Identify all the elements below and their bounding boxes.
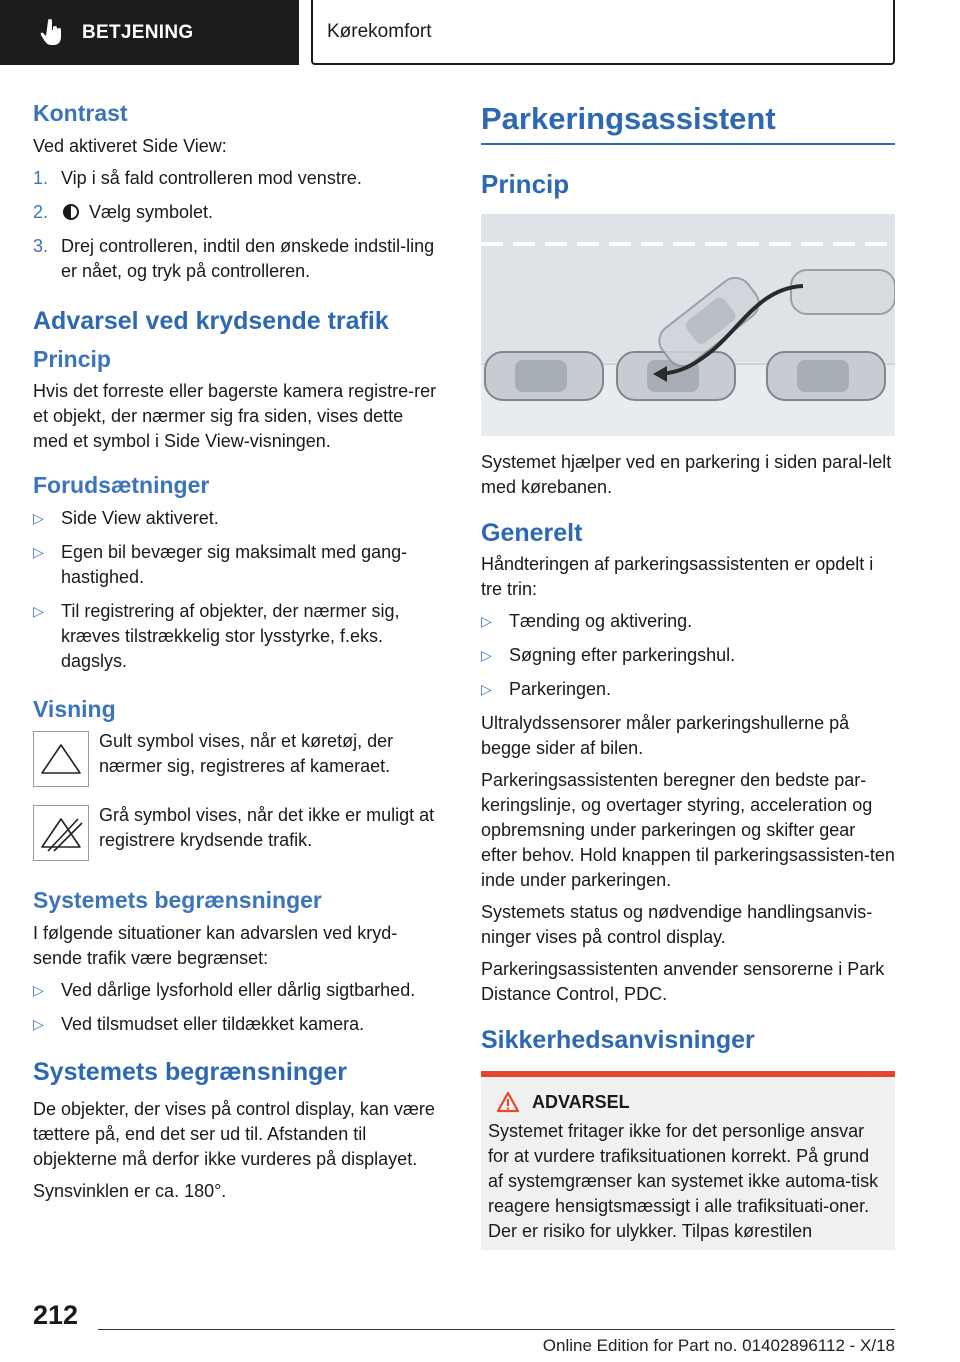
illustration-caption: Systemet hjælper ved en parkering i siden paral-lelt med kørebanen.	[481, 452, 892, 498]
section-title: BETJENING	[82, 21, 194, 43]
list-item: ▷ Søgning efter parkeringshul.	[481, 643, 895, 668]
generelt-p3: Systemets status og nødvendige handlingsanvis-ninger vises på control display.	[481, 902, 873, 948]
right-column	[481, 100, 895, 1250]
car-left-icon	[485, 352, 603, 400]
car-right-icon	[767, 352, 885, 400]
list-item: ▷ Til registrering af objekter, der nærmer sig, kræves tilstrækkelig stor lysstyrke, f.eks. dagslys.	[33, 600, 400, 671]
advarsel-heading: Advarsel ved krydsende trafik	[33, 306, 389, 335]
list-item: ▷ Parkeringen.	[481, 677, 895, 702]
princip-right-heading: Princip	[481, 169, 570, 200]
triangle-bullet-icon: ▷	[33, 981, 44, 998]
parkeringsassistent-heading: Parkeringsassistent	[481, 100, 895, 145]
begr2-text2: Synsvinklen er ca. 180°.	[33, 1180, 227, 1201]
triangle-bullet-icon: ▷	[481, 613, 492, 630]
chapter-tab	[311, 0, 895, 65]
begr1-intro: I følgende situationer kan advarslen ved kryd-sende trafik være begrænset:	[33, 922, 398, 968]
section-tab	[0, 0, 299, 65]
warning-box	[481, 1071, 895, 1250]
generelt-list	[481, 609, 895, 702]
triangle-bullet-icon: ▷	[33, 543, 44, 560]
warning-triangle-icon	[33, 731, 89, 787]
visning-heading: Visning	[33, 695, 116, 722]
footer-divider	[98, 1329, 895, 1330]
triangle-bullet-icon: ▷	[481, 647, 492, 664]
parking-illustration	[481, 214, 895, 436]
triangle-bullet-icon: ▷	[33, 509, 44, 526]
footer-edition: Online Edition for Part no. 01402896112 - X/18	[542, 1336, 895, 1355]
kontrast-heading: Kontrast	[33, 100, 128, 126]
left-column	[33, 100, 438, 1211]
princip-text: Hvis det forreste eller bagerste kamera registre-rer et objekt, der nærmer sig fra siden, vises dette med et symbol i Side View-visningen.	[33, 381, 437, 452]
generelt-intro: Håndteringen af parkeringsassistenten er opdelt i tre trin:	[481, 554, 874, 600]
kontrast-intro: Ved aktiveret Side View:	[33, 135, 227, 156]
list-item: 3. Drej controlleren, indtil den ønskede indstil-ling er nået, og tryk på controlleren.	[33, 235, 435, 281]
begr2-heading: Systemets begrænsninger	[33, 1057, 347, 1086]
forudsaetninger-list	[33, 506, 438, 674]
begr2-text1: De objekter, der vises på control display, kan være tættere på, end det ser ud til. Afstanden til objekterne må derfor ikke vurderes på displayet.	[33, 1098, 435, 1169]
list-item: ▷ Ved dårlige lysforhold eller dårlig sigtbarhed.	[33, 978, 438, 1003]
generelt-heading: Generelt	[481, 519, 583, 548]
begr1-list	[33, 978, 438, 1037]
princip-heading: Princip	[33, 345, 111, 372]
kontrast-steps	[33, 166, 438, 284]
generelt-p4: Parkeringsassistenten anvender sensorerne i Park Distance Control, PDC.	[481, 959, 885, 1005]
generelt-p1: Ultralydssensorer måler parkeringshullerne på begge sider af bilen.	[481, 713, 850, 759]
yellow-symbol-text: Gult symbol vises, når et køretøj, der nærmer sig, registreres af kameraet.	[99, 731, 394, 777]
grey-symbol-row	[33, 803, 438, 861]
generelt-p2: Parkeringsassistenten beregner den bedste par-keringslinje, og overtager styring, acceleration og opbremsning under parkeringen og skifter gear efter behov. Hold knappen til parkeringsassisten-ten inde under parkeringen.	[481, 770, 895, 891]
warning-text: Systemet fritager ikke for det personlige ansvar for at vurdere trafiksituationen korrekt. På grund af systemgrænser kan systemet ikke automa-tisk reagere hensigtsmæssigt i alle trafiksituati-oner. Der er risiko for ulykker. Tilpas kørestilen	[488, 1121, 879, 1242]
grey-symbol-text: Grå symbol vises, når det ikke er muligt at registrere krydsende trafik.	[99, 805, 435, 851]
triangle-bullet-icon: ▷	[481, 681, 492, 698]
list-item: ▷ Ved tilsmudset eller tildækket kamera.	[33, 1012, 438, 1037]
list-item: 2. Vælg symbolet.	[33, 201, 214, 222]
triangle-bullet-icon: ▷	[33, 602, 44, 619]
page-number: 212	[33, 1300, 79, 1330]
forudsaetninger-heading: Forudsætninger	[33, 472, 210, 499]
warning-triangle-crossed-icon	[33, 805, 89, 861]
list-item: 1. Vip i så fald controlleren mod venstre.	[33, 167, 362, 188]
warning-label: ADVARSEL	[488, 1091, 888, 1113]
list-item: ▷ Egen bil bevæger sig maksimalt med gang-hastighed.	[33, 541, 408, 587]
chapter-title: Kørekomfort	[327, 20, 432, 42]
list-item: ▷ Tænding og aktivering.	[481, 609, 895, 634]
sikkerhed-heading: Sikkerhedsanvisninger	[481, 1026, 755, 1055]
contrast-icon	[63, 204, 79, 220]
yellow-symbol-row	[33, 729, 438, 787]
list-item: ▷ Side View aktiveret.	[33, 506, 438, 531]
begr1-heading: Systemets begrænsninger	[33, 887, 322, 914]
hand-pointer-icon	[40, 19, 64, 47]
triangle-bullet-icon: ▷	[33, 1015, 44, 1032]
warning-icon	[496, 1091, 520, 1113]
